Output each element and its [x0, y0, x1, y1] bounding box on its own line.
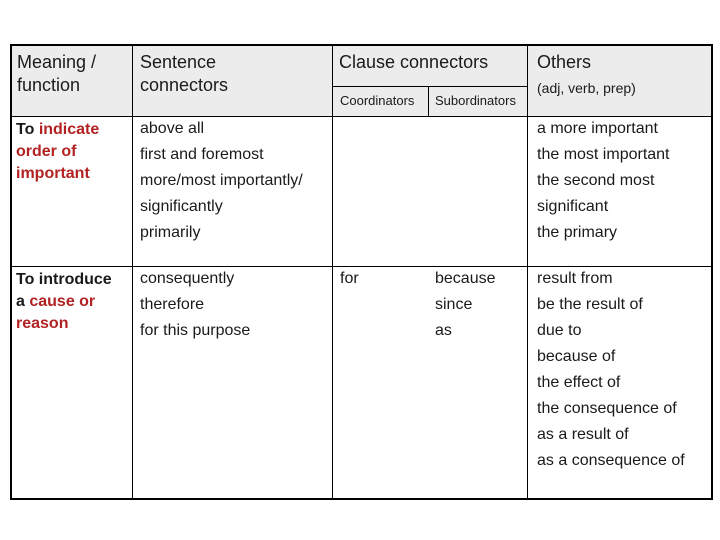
header-others: Others	[537, 52, 592, 72]
sentence-connectors-list	[140, 266, 250, 344]
label-text: To introduce	[16, 271, 112, 288]
subordinators-list	[435, 266, 496, 344]
header-coordinators: Coordinators	[340, 93, 415, 108]
connector-item: for this purpose	[140, 322, 251, 339]
row-label-line	[16, 313, 112, 335]
header-sentence-connectors: Sentence connectors	[140, 52, 229, 95]
header-subordinators: Subordinators	[435, 93, 516, 108]
others-list	[537, 116, 670, 246]
connector-item: because of	[537, 348, 616, 365]
connector-item: as a result of	[537, 426, 629, 443]
connector-item: therefore	[140, 296, 205, 313]
connector-item: the consequence of	[537, 400, 677, 417]
header-clause-connectors: Clause connectors	[339, 52, 489, 72]
subheader-line	[332, 86, 527, 87]
subcol-divider	[428, 86, 429, 116]
connector-item: significantly	[140, 198, 223, 215]
row-label-line	[16, 141, 99, 163]
row-label-line	[16, 163, 99, 185]
connector-item: the second most	[537, 172, 655, 189]
highlighted-term: reason	[16, 315, 69, 332]
header-others-sub: (adj, verb, prep)	[537, 80, 636, 96]
others-list	[537, 266, 685, 474]
row-label	[16, 269, 112, 335]
connector-item: first and foremost	[140, 146, 264, 163]
header-meaning: Meaning / function	[17, 52, 97, 95]
connector-item: the primary	[537, 224, 618, 241]
row-label-line	[16, 291, 112, 313]
highlighted-term: indicate	[38, 121, 100, 138]
label-text: a	[16, 293, 30, 310]
connector-item: a more important	[537, 120, 658, 137]
coordinators-list	[340, 266, 359, 292]
connectors-table	[10, 44, 713, 500]
connector-item: consequently	[140, 270, 235, 287]
highlighted-term: important	[16, 165, 90, 182]
connector-item: for	[340, 270, 359, 287]
connector-item: above all	[140, 120, 205, 137]
row-label	[16, 119, 99, 185]
connector-item: due to	[537, 322, 582, 339]
col-divider	[527, 46, 528, 498]
row-label-line	[16, 119, 99, 141]
col-divider	[132, 46, 133, 498]
connector-item: result from	[537, 270, 613, 287]
connector-item: significant	[537, 198, 609, 215]
row-label-line	[16, 269, 112, 291]
connector-item: since	[435, 296, 473, 313]
connector-item: more/most importantly/	[140, 172, 303, 189]
highlighted-term: cause or	[29, 293, 96, 310]
label-text: To	[16, 121, 39, 138]
highlighted-term: order of	[16, 143, 77, 160]
connector-item: as a consequence of	[537, 452, 685, 469]
connector-item: because	[435, 270, 496, 287]
sentence-connectors-list	[140, 116, 303, 246]
connector-item: be the result of	[537, 296, 643, 313]
col-divider	[332, 46, 333, 498]
connector-item: the effect of	[537, 374, 621, 391]
connector-item: the most important	[537, 146, 670, 163]
connector-item: primarily	[140, 224, 201, 241]
connector-item: as	[435, 322, 452, 339]
